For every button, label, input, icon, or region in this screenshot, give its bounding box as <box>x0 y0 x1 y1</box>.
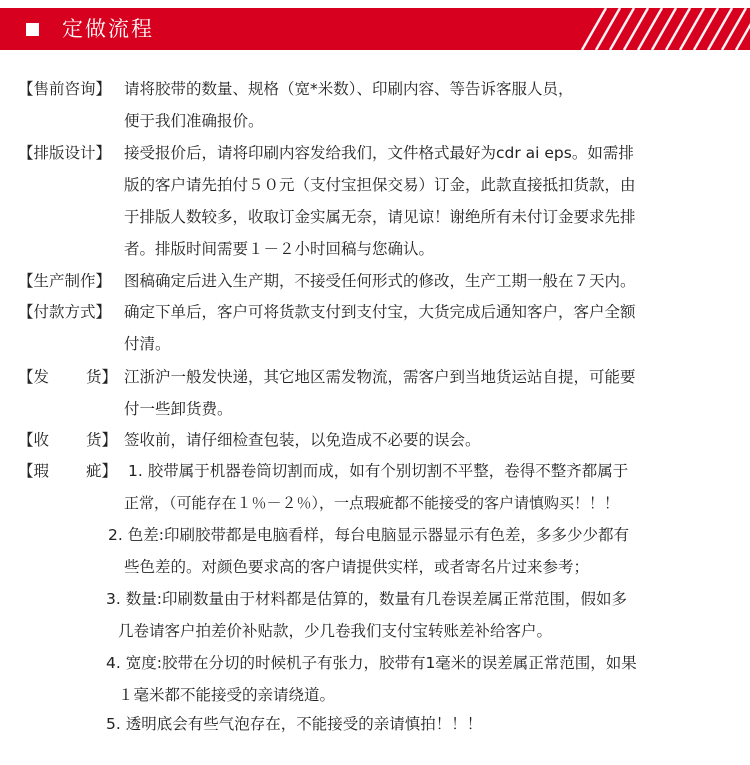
section-label-consult: 【售前咨询】 <box>18 80 112 98</box>
defect-item-2-line-2: 些色差的。对颜色要求高的客户请提供实样，或者寄名片过来参考； <box>124 558 590 576</box>
section-label-production: 【生产制作】 <box>18 272 112 290</box>
section-label-design: 【排版设计】 <box>18 144 112 162</box>
payment-line-2: 付清。 <box>124 335 171 353</box>
production-line-1: 图稿确定后进入生产期，不接受任何形式的修改，生产工期一般在７天内。 <box>124 272 636 290</box>
defect-item-1-line-2: 正常，（可能存在１％－２％），一点瑕疵都不能接受的客户请慎购买！！！ <box>124 494 620 512</box>
design-line-3: 于排版人数较多，收取订金实属无奈，请见谅！谢绝所有未付订金要求先排 <box>124 208 636 226</box>
section-label-defects-end: 疵】 <box>86 462 118 480</box>
consult-line-2: 便于我们准确报价。 <box>124 112 264 130</box>
defect-item-4-line-1: 4. 宽度:胶带在分切的时候机子有张力，胶带有1毫米的误差属正常范围，如果 <box>106 654 637 672</box>
receiving-line-1: 签收前，请仔细检查包装，以免造成不必要的误会。 <box>124 431 481 449</box>
section-label-receiving-end: 货】 <box>86 431 118 449</box>
section-label-receiving-start: 【收 <box>18 431 50 449</box>
shipping-line-1: 江浙沪一般发快递，其它地区需发物流，需客户到当地货运站自提，可能要 <box>124 368 636 386</box>
consult-line-1: 请将胶带的数量、规格（宽*米数）、印刷内容、等告诉客服人员， <box>124 80 574 98</box>
defect-item-3-line-2: 几卷请客户拍差价补贴款，少几卷我们支付宝转账差补给客户。 <box>118 622 553 640</box>
design-line-2: 版的客户请先拍付５０元（支付宝担保交易）订金，此款直接抵扣货款，由 <box>124 176 636 194</box>
section-label-shipping-start: 【发 <box>18 368 50 386</box>
square-bullet-icon <box>26 23 39 36</box>
defect-item-3-line-1: 3. 数量:印刷数量由于材料都是估算的，数量有几卷误差属正常范围，假如多 <box>106 590 627 608</box>
defect-item-2-line-1: 2. 色差:印刷胶带都是电脑看样，每台电脑显示器显示有色差，多多少少都有 <box>108 526 629 544</box>
section-label-defects-start: 【瑕 <box>18 462 50 480</box>
design-line-1: 接受报价后，请将印刷内容发给我们，文件格式最好为cdr ai eps。如需排 <box>124 144 634 162</box>
payment-line-1: 确定下单后，客户可将货款支付到支付宝，大货完成后通知客户，客户全额 <box>124 303 636 321</box>
shipping-line-2: 付一些卸货费。 <box>124 400 233 418</box>
header-title: 定做流程 <box>62 17 154 41</box>
defect-item-1-line-1: 1. 胶带属于机器卷筒切割而成，如有个别切割不平整，卷得不整齐都属于 <box>128 462 629 480</box>
section-label-payment: 【付款方式】 <box>18 303 112 321</box>
defect-item-4-line-2: １毫米都不能接受的亲请绕道。 <box>118 686 336 704</box>
section-label-shipping-end: 货】 <box>86 368 118 386</box>
design-line-4: 者。排版时间需要１－２小时回稿与您确认。 <box>124 240 435 258</box>
section-header <box>0 8 750 50</box>
defect-item-5-line-1: 5. 透明底会有些气泡存在，不能接受的亲请慎拍！！！ <box>106 715 483 733</box>
diagonal-stripes-icon <box>570 8 750 50</box>
